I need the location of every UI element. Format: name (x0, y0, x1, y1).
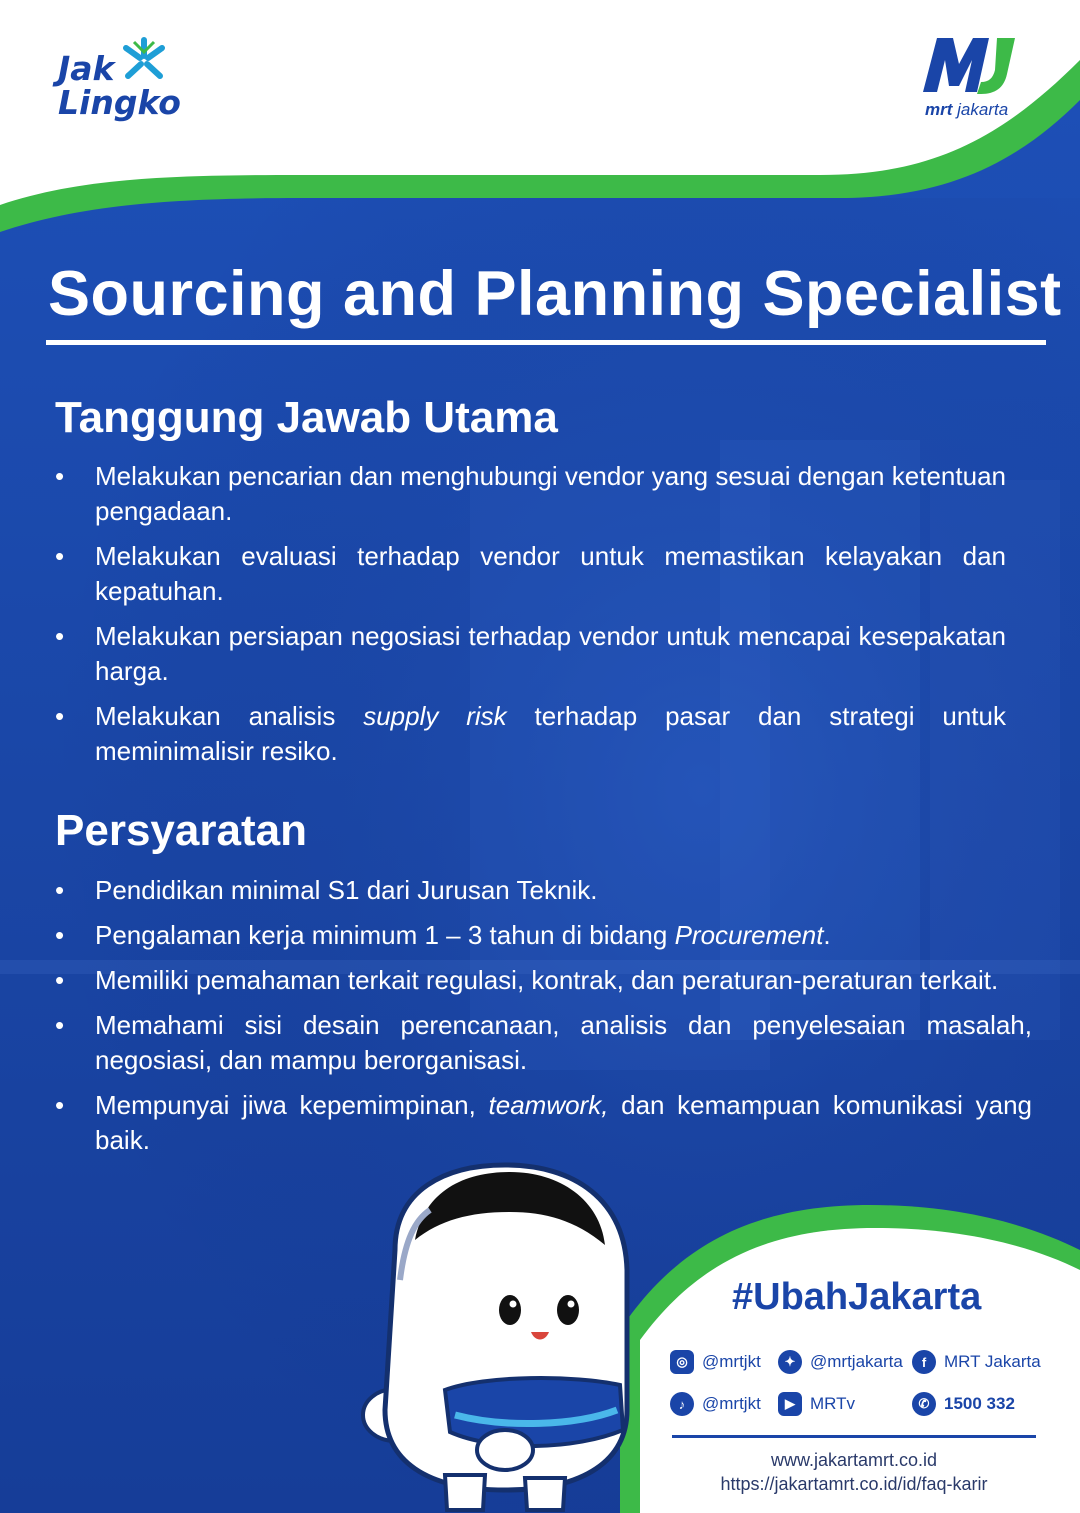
facebook-handle: MRT Jakarta (944, 1352, 1041, 1371)
requirements-heading: Persyaratan (55, 806, 307, 855)
hashtag: #UbahJakarta (732, 1276, 982, 1318)
mrt-mark-icon (915, 30, 1025, 100)
twitter-handle: @mrtjakarta (810, 1352, 903, 1371)
mrt-jakarta-logo (915, 30, 1025, 130)
responsibilities-list (55, 459, 1006, 779)
tiktok-icon: ♪ (670, 1392, 694, 1416)
mrt-logo-text-regular: jakarta (957, 100, 1009, 119)
responsibilities-heading: Tanggung Jawab Utama (55, 393, 558, 442)
list-item: • Melakukan analisis supply risk terhadap pasar dan strategi untuk meminimalisir resiko. (55, 699, 1006, 769)
twitter-icon: ✦ (778, 1350, 802, 1374)
tiktok-handle: @mrtjkt (702, 1394, 761, 1413)
list-item: • Pendidikan minimal S1 dari Jurusan Teknik. (55, 873, 1032, 908)
youtube-handle: MRTv (810, 1394, 856, 1413)
facebook-link[interactable] (912, 1350, 1041, 1374)
twitter-link[interactable] (778, 1350, 903, 1374)
title-underline (46, 340, 1046, 345)
instagram-handle: @mrtjkt (702, 1352, 761, 1371)
jaklingko-logo-line1: Jak (58, 49, 115, 88)
list-item: • Melakukan pencarian dan menghubungi vendor yang sesuai dengan ketentuan pengadaan. (55, 459, 1006, 529)
tiktok-link[interactable] (670, 1392, 761, 1416)
list-item: • Pengalaman kerja minimum 1 – 3 tahun di bidang Procurement. (55, 918, 1032, 953)
list-item: • Memahami sisi desain perencanaan, analisis dan penyelesaian masalah, negosiasi, dan mampu berorganisasi. (55, 1008, 1032, 1078)
instagram-link[interactable] (670, 1350, 761, 1374)
footer-divider (672, 1435, 1036, 1438)
youtube-icon: ▶ (778, 1392, 802, 1416)
job-title: Sourcing and Planning Specialist (48, 259, 1062, 329)
phone-icon: ✆ (912, 1392, 936, 1416)
jaklingko-logo (56, 38, 186, 128)
list-item: • Melakukan persiapan negosiasi terhadap vendor untuk mencapai kesepakatan harga. (55, 619, 1006, 689)
website-link[interactable]: www.jakartamrt.co.id (770, 1450, 938, 1470)
requirements-list (55, 873, 1032, 1168)
list-item: • Melakukan evaluasi terhadap vendor untuk memastikan kelayakan dan kepatuhan. (55, 539, 1006, 609)
list-item: • Mempunyai jiwa kepemimpinan, teamwork, dan kemampuan komunikasi yang baik. (55, 1088, 1032, 1158)
instagram-icon: ◎ (670, 1350, 694, 1374)
jaklingko-star-icon (114, 34, 174, 86)
jaklingko-logo-line2: Lingko (58, 83, 181, 122)
youtube-link[interactable] (778, 1392, 855, 1416)
list-item: • Memiliki pemahaman terkait regulasi, kontrak, dan peraturan-peraturan terkait. (55, 963, 1032, 998)
faq-link[interactable]: https://jakartamrt.co.id/id/faq-karir (720, 1474, 988, 1494)
mascot-illustration (355, 1160, 655, 1513)
mrt-logo-text-bold: mrt (925, 100, 953, 119)
phone-link[interactable] (912, 1392, 1015, 1416)
facebook-icon: f (912, 1350, 936, 1374)
phone-number: 1500 332 (944, 1394, 1015, 1413)
mrt-logo-text (925, 100, 1008, 120)
